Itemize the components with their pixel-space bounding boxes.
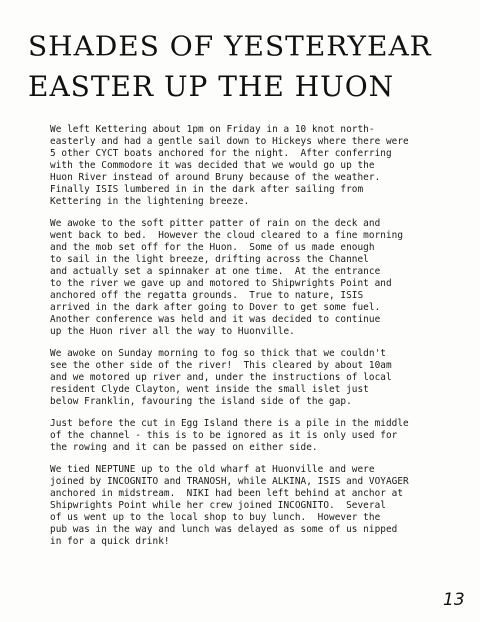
article-body xyxy=(50,124,470,558)
text-line: arrived in the dark after going to Dover to get some fuel. xyxy=(50,302,381,313)
text-line: in for a quick drink! xyxy=(50,536,170,547)
text-line: below Franklin, favouring the island side of the gap. xyxy=(50,396,352,407)
text-line: with the Commodore it was decided that we would go up the xyxy=(50,160,375,171)
text-line: of us went up to the local shop to buy lunch. However the xyxy=(50,512,381,523)
text-line: easterly and had a gentle sail down to Hickeys where there were xyxy=(50,136,409,147)
text-line: Just before the cut in Egg Island there is a pile in the middle xyxy=(50,418,409,429)
text-line: of the channel - this is to be ignored as it is only used for xyxy=(50,430,398,441)
text-line: 5 other CYCT boats anchored for the night. After conferring xyxy=(50,148,392,159)
text-line: and we motored up river and, under the instructions of local xyxy=(50,372,392,383)
text-line: to the river we gave up and motored to Shipwrights Point and xyxy=(50,278,392,289)
paragraph-5 xyxy=(50,464,470,548)
paragraph-3 xyxy=(50,348,470,408)
paragraph-4 xyxy=(50,418,470,454)
text-line: pub was in the way and lunch was delayed as some of us nipped xyxy=(50,524,398,535)
text-line: We left Kettering about 1pm on Friday in a 10 knot north- xyxy=(50,124,375,135)
text-line: the rowing and it can be passed on either side. xyxy=(50,442,318,453)
text-line: Finally ISIS lumbered in in the dark after sailing from xyxy=(50,184,364,195)
text-line: up the Huon river all the way to Huonville. xyxy=(50,326,295,337)
text-line: We awoke on Sunday morning to fog so thick that we couldn't xyxy=(50,348,386,359)
text-line: Huon River instead of around Bruny because of the weather. xyxy=(50,172,381,183)
text-line: We tied NEPTUNE up to the old wharf at Huonville and were xyxy=(50,464,375,475)
text-line: anchored in midstream. NIKI had been left behind at anchor at xyxy=(50,488,404,499)
text-line: went back to bed. However the cloud cleared to a fine morning xyxy=(50,230,404,241)
text-line: to sail in the light breeze, drifting across the Channel xyxy=(50,254,369,265)
article-title: EASTER UP THE HUON xyxy=(28,70,395,103)
text-line: Shipwrights Point while her crew joined INCOGNITO. Several xyxy=(50,500,386,511)
text-line: anchored off the regatta grounds. True to nature, ISIS xyxy=(50,290,364,301)
text-line: and actually set a spinnaker at one time. At the entrance xyxy=(50,266,381,277)
series-title: SHADES OF YESTERYEAR xyxy=(28,30,432,63)
text-line: Kettering in the lightening breeze. xyxy=(50,196,250,207)
text-line: see the other side of the river! This cleared by about 10am xyxy=(50,360,392,371)
paragraph-2 xyxy=(50,218,470,338)
text-line: Another conference was held and it was decided to continue xyxy=(50,314,381,325)
page-number: 13 xyxy=(443,590,465,610)
text-line: resident Clyde Clayton, went inside the small islet just xyxy=(50,384,369,395)
text-line: joined by INCOGNITO and TRANOSH, while ALKINA, ISIS and VOYAGER xyxy=(50,476,409,487)
paragraph-1 xyxy=(50,124,470,208)
text-line: We awoke to the soft pitter patter of rain on the deck and xyxy=(50,218,381,229)
text-line: and the mob set off for the Huon. Some of us made enough xyxy=(50,242,375,253)
